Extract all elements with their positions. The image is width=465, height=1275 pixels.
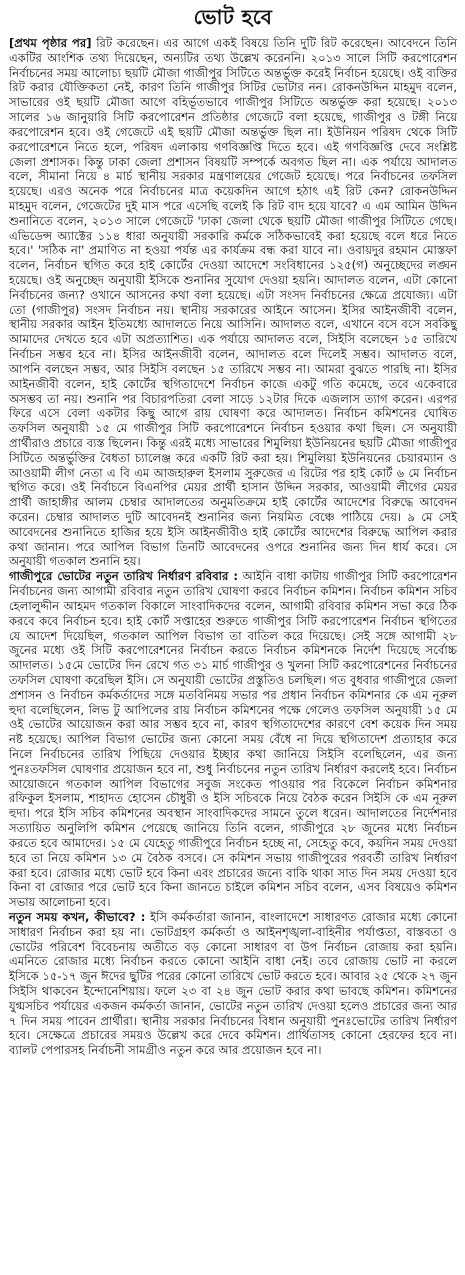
article-headline: ভোট হবে bbox=[193, 5, 273, 29]
paragraph-body: রিট করেছেন। এর আগে একই বিষয়ে তিনি দুটি রিট করেছেন। আবেদনে তিনি একটির আংশিক তথ্য দিয়েছেন, অন্যটির তথ্য উল্লেখ করেননি। ২০১৩ সালে সিটি করপোরেশন নির্বাচনের সময় আলোচ্য ছয়টি মৌজা গাজীপুর সিটিতে অন্তর্ভুক্ত করেই নির্বাচন হয়েছে। ওই ব্যক্তির রিট করার যৌক্তিকতা নেই, কারণ তিনি গাজীপুর সিটির ভোটার নন। রোকনউদ্দিন মাহমুদ বলেন, সাভারের ওই ছয়টি মৌজা আগে বহির্ভূতভাবে গাজীপুর সিটিতে অন্তর্ভুক্ত করা হয়েছে। ২০১৩ সালের ১৬ জানুয়ারি সিটি করপোরেশন প্রতিষ্ঠার গেজেটে বলা হয়েছে, গাজীপুর ও টঙ্গী নিয়ে করপোরেশন হবে। ওই গেজেটে এই ছয়টি মৌজা অন্তর্ভুক্ত ছিল না। ইউনিয়ন পরিষদ থেকে সিটি করপোরেশনে নিতে হলে, পরিষদ এলাকায় গণবিজ্ঞপ্তি দিতে হবে। এই গণবিজ্ঞপ্তি দেবে সংশ্লিষ্ট জেলা প্রশাসক। কিন্তু ঢাকা জেলা প্রশাসন বিষয়টি সম্পর্কে অবগত ছিল না। এক পর্যায়ে আদালত বলে, সীমানা নিয়ে ৪ মার্চ স্থানীয় সরকার মন্ত্রণালয়ের গেজেট হয়েছে। পরে নির্বাচনের তফসিল হয়েছে। এরও অনেক পরে নির্বাচনের মাত্র কয়েকদিন আগে হঠাৎ এই রিট কেন? রোকনউদ্দিন মাহমুদ বলেন, গেজেটের দুই মাস পরে এসেছি বলেই কি রিট বাদ হয়ে যাবে? এ এম আমিন উদ্দিন শুনানিতে বলেন, ২০১৩ সালে গেজেটে 'ঢাকা জেলা থেকে ছয়টি মৌজা গাজীপুর সিটিতে গেছে। এভিডেন্স অ্যাক্টের ১১৪ ধারা অনুযায়ী সরকারি কর্মকে সঠিকভাবেই করা হয়েছে বলে ধরে নিতে হবে।' 'সঠিক না' প্রমাণিত না হওয়া পর্যন্ত এর কার্যক্রম বন্ধ করা যাবে না। ওবায়দুর রহমান মোস্তফা বলেন, নির্বাচন স্থগিত করে হাই কোর্টের দেওয়া আদেশে সংবিধানের ১২৫(গ) অনুচ্ছেদের লঙ্ঘন হয়েছে। ওই অনুচ্ছেদ অনুযায়ী ইসিকে শুনানির সুযোগ দেওয়া হয়নি। আদালত বলেন, এটা কোনো নির্বাচনের জন্য? ওখানে আসনের কথা বলা হয়েছে। এটা সংসদ নির্বাচনের ক্ষেত্রে প্রযোজ্য। এটা তো (গাজীপুর) সংসদ নির্বাচন নয়। স্থানীয় সরকারের আইনে আসেন। ইসির আইনজীবী বলেন, স্থানীয় সরকার আইন ইতিমধ্যে আদালতে নিয়ে আসিনি। আদালত বলে, এখানে বসে বসে সবকিছু আমাদের দেখতে হবে এটা অপ্রত্যাশিত। এক পর্যায়ে আদালত বলে, সিইসি বলেছেন ১৫ তারিখে নির্বাচন সম্ভব হবে না। ইসির আইনজীবী বলেন, আদালত বলে দিলেই সম্ভব। আদালত বলে, আপনি বলছেন সম্ভব, আর সিইসি বলছেন ১৫ তারিখে সম্ভব না। আমরা বুঝতে পারছি না। ইসির আইনজীবী বলেন, হাই কোর্টের স্থগিতাদেশে নির্বাচন কাজে একটু গতি কমেছে, তবে একেবারে অসম্ভব তা নয়। শুনানি পর বিচারপতিরা বেলা সাড়ে ১২টার দিকে এজলাস ত্যাগ করেন। এরপর ফিরে এসে বেলা একটার কিছু আগে রায় ঘোষণা করে আদালত। নির্বাচন কমিশনের ঘোষিত তফসিল অনুযায়ী ১৫ মে গাজীপুর সিটি করপোরেশনে নির্বাচন হওয়ার কথা ছিল। সে অনুযায়ী প্রার্থীরাও প্রচারে ব্যস্ত ছিলেন। কিন্তু এরই মধ্যে সাভারের শিমুলিয়া ইউনিয়নের ছয়টি মৌজা গাজীপুর সিটিতে অন্তর্ভুক্তির বৈধতা চ্যালেঞ্জ করে একটি রিট করা হয়। শিমুলিয়া ইউনিয়নের চেয়ারম্যান ও আওয়ামী লীগ নেতা এ বি এম আজহারুল ইসলাম সুরুজের এ রিটের পর হাই কোর্ট ৬ মে নির্বাচন স্থগিত করে। ওই নির্বাচনে বিএনপির মেয়র প্রার্থী হাসান উদ্দিন সরকার, আওয়ামী লীগের মেয়র প্রার্থী জাহাঙ্গীর আলম চেম্বার আদালতের অনুমতিক্রমে হাই কোর্টের আদেশের বিরুদ্ধে আবেদন করেন। চেম্বার আদালত দুটি আবেদনই শুনানির জন্য নিয়মিত বেঞ্চে পাঠিয়ে দেয়। ৯ মে সেই আবেদনের শুনানিতে হাজির হয়ে ইসি আইনজীবীও হাই কোর্টের আদেশের বিরুদ্ধে আপিল করার কথা জানান। পরে আপিল বিভাগ তিনটি আবেদনের ওপরে শুনানির জন্য দিন ধার্য করে। সে অনুযায়ী গতকাল শুনানি হয়। bbox=[9, 36, 457, 569]
paragraph-body: ইসি কর্মকর্তারা জানান, বাংলাদেশে সাধারণত রোজার মধ্যে কোনো সাধারণ নির্বাচন করা হয় না। ভোটগ্রহণ কর্মকর্তা ও আইনশৃঙ্খলা-বাহিনীর পর্যাপ্ততা, বাস্তবতা ও ভোটের পরিবেশ বিবেচনায় অতীতে বড় কোনো সাধারণ বা উপ নির্বাচন রোজায় করা হয়নি। এমনিতে রোজার মধ্যে নির্বাচন করতে কোনো আইনি বাধা নেই। তবে রোজায় ভোট না করলে ইসিকে ১৫-১৭ জুন ঈদের ছুটির পরের কোনো তারিখে ভোট করতে হবে। আবার ২৫ থেকে ২৭ জুন সিইসি থাকবেন ইন্দোনেশিয়ায়। ফলে ২৩ বা ২৪ জুন ভোট করার কথা ভাবছে কমিশন। কমিশনের যুগ্মসচিব পর্যায়ের একজন কর্মকর্তা জানান, ভোটের নতুন তারিখ দেওয়া হলেও প্রচারের জন্য আর ৭ দিন সময় পাবেন প্রার্থীরা। স্থানীয় সরকার নির্বাচনের বিধান অনুযায়ী পুনঃভোটের তারিখ নির্ধারণ হবে। সেক্ষেত্রে প্রচারের সময়ও উল্লেখ করে দেবে কমিশন। প্রার্থিতাসহ কোনো হেরফের হবে না। ব্যালট পেপারসহ নির্বাচনী সামগ্রীও নতুন করে আর প্রয়োজন হবে না। bbox=[9, 909, 457, 1058]
article-paragraph-3 bbox=[9, 910, 457, 1058]
paragraph-lead-new-date-sunday: গাজীপুরে ভোটের নতুন তারিখ নির্ধারণ রবিবার : bbox=[9, 569, 238, 584]
paragraph-lead-new-timing: নতুন সময় কখন, কীভাবে? : bbox=[9, 909, 146, 924]
article-paragraph-1 bbox=[9, 36, 457, 569]
paragraph-lead-continued-from-front-page: [প্রথম পৃষ্ঠার পর] bbox=[9, 36, 92, 50]
article-paragraph-2 bbox=[9, 569, 457, 910]
paragraph-body: আইনি বাধা কাটায় গাজীপুর সিটি করপোরেশন নির্বাচনের জন্য আগামী রবিবার নতুন তারিখ ঘোষণা করবে নির্বাচন কমিশন। নির্বাচন কমিশন সচিব হেলালুদ্দীন আহমদ গতকাল বিকালে সাংবাদিকদের বলেন, আগামী রবিবার কমিশন সভা করে ঠিক করবে কবে নির্বাচন হবে। হাই কোর্ট সপ্তাহের শুরুতে গাজীপুর সিটি করপোরেশন নির্বাচন স্থগিতের যে আদেশ দিয়েছিল, গতকাল আপিল বিভাগ তা বাতিল করে দিয়েছে। সেই সঙ্গে আগামী ২৮ জুনের মধ্যে ওই সিটি করপোরেশনের নির্বাচন করতে নির্বাচন কমিশনকে নির্দেশ দিয়েছে সর্বোচ্চ আদালত। ১৫মে ভোটের দিন রেখে গত ৩১ মার্চ গাজীপুর ও খুলনা সিটি করপোরেশনের নির্বাচনের তফসিল ঘোষণা করেছিল ইসি। সে অনুযায়ী ভোটের প্রস্তুতিও চলছিল। গত বুধবার গাজীপুরে জেলা প্রশাসন ও নির্বাচন কর্মকর্তাদের সঙ্গে মতবিনিময় সভার পর প্রধান নির্বাচন কমিশনার কে এম নূরুল হুদা বলেছিলেন, লিভ টু আপিলের রায় নির্বাচন কমিশনের পক্ষে গেলেও তফসিল অনুযায়ী ১৫ মে ওই ভোটের আয়োজন করা আর সম্ভব হবে না, কারণ স্থগিতাদেশের কারণে বেশ কয়েক দিন সময় নষ্ট হয়েছে। আপিল বিভাগ ভোটের জন্য কোনো সময় বেঁধে না দিয়ে স্থগিতাদেশ প্রত্যাহার করে নিলে নির্বাচনের তারিখ পিছিয়ে দেওয়ার ইচ্ছার কথা জানিয়ে সিইসি বলেছিলেন, এর জন্য পুনঃতফসিল ঘোষণার প্রয়োজন হবে না, শুধু নির্বাচনের নতুন তারিখ নির্ধারণ করলেই হবে। নির্বাচন আয়োজনে গতকাল আপিল বিভাগের সবুজ সংকেত পাওয়ার পর বিকেলে নির্বাচন কমিশনার রফিকুল ইসলাম, শাহাদত হোসেন চৌধুরী ও ইসি সচিবকে নিয়ে বৈঠক করেন সিইসি কে এম নূরুল হুদা। পরে ইসি সচিব কমিশনের অবস্থান সাংবাদিকদের সামনে তুলে ধরেন। আদালতের নির্দেশনার সত্যায়িত অনুলিপি কমিশন পেয়েছে জানিয়ে তিনি বলেন, গাজীপুরে ২৮ জুনের মধ্যে নির্বাচন করতে হবে আমাদের। ১৫ মে যেহেতু গাজীপুরে নির্বাচন হচ্ছে না, সেহেতু কবে, কয়দিন সময় দেওয়া হবে তা নিয়ে কমিশন ১৩ মে বৈঠক বসবে। সে কমিশন সভায় গাজীপুরের পরবর্তী তারিখ নির্ধারণ করা হবে। রোজার মধ্যে ভোট হবে কিনা এবং প্রচারের জন্যে বাকি থাকা সাত দিন সময় দেওয়া হবে কিনা বা রোজার পরে ভোট হবে কিনা জানতে চাইলে কমিশন সচিব বলেন, এসব বিষয়েও কমিশন সভায় আলোচনা হবে। bbox=[9, 569, 457, 910]
